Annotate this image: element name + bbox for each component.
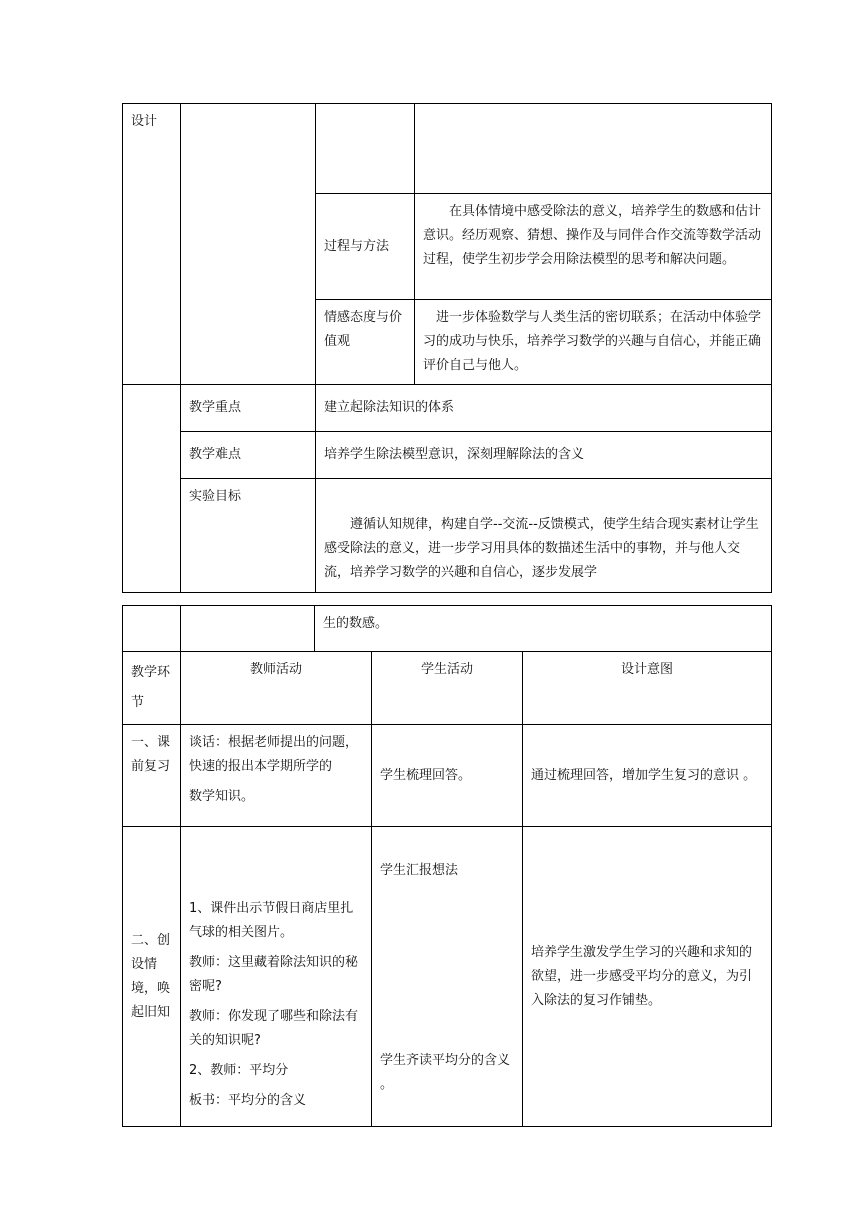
table-row-student (372, 827, 523, 1127)
experiment-label-cell (181, 479, 316, 593)
header-student (372, 652, 523, 725)
activities-table (122, 605, 772, 1127)
continuation-cell (315, 606, 772, 652)
difficulty-label: 教学难点 (189, 447, 242, 462)
stage-text: 二、创设情境，唤起旧知 (131, 932, 171, 1020)
design-label: 设计 (131, 114, 158, 129)
empty-cell (123, 385, 181, 593)
experiment-label: 实验目标 (189, 489, 242, 504)
teacher-text: 教师：你发现了哪些和除法有关的知识呢? (189, 1009, 359, 1048)
table-row-intent (523, 725, 772, 827)
table-row-teacher (181, 827, 372, 1127)
key-text: 建立起除法知识的体系 (324, 400, 455, 415)
intent-text: 培养学生激发学生学习的兴趣和求知的欲望，进一步感受平均分的意义，为引入除法的复习作铺垫。 (531, 944, 753, 1008)
student-text: 学生齐读平均分的含义 。 (380, 1053, 511, 1092)
empty-cell (316, 104, 415, 194)
experiment-text-cell (316, 479, 772, 593)
emotion-text: 进一步体验数学与人类生活的密切联系；在活动中体验学习的成功与快乐，培养学习数学的兴趣与自信心，并能正确评价自己与他人。 (423, 310, 762, 373)
table-row-student (372, 725, 523, 827)
table-row-stage (123, 725, 181, 827)
table-row-intent (523, 827, 772, 1127)
process-text: 在具体情境中感受除法的意义，培养学生的数感和估计意识。经历观察、猜想、操作及与同伴合作交流等数学活动过程，使学生初步学会用除法模型的思考和解决问题。 (423, 204, 762, 267)
difficulty-text-cell (316, 432, 772, 479)
teacher-text: 谈话：根据老师提出的问题，快速的报出本学期所学的 (189, 735, 359, 774)
difficulty-label-cell (181, 432, 316, 479)
intent-text: 通过梳理回答，增加学生复习的意识 。 (531, 767, 757, 783)
teacher-text: 2、教师：平均分 (189, 1063, 289, 1078)
emotion-text-cell (415, 300, 772, 385)
key-text-cell (316, 385, 772, 432)
header-stage (123, 652, 181, 725)
experiment-text: 遵循认知规律，构建自学--交流--反馈模式，使学生结合现实素材让学生感受除法的意义，进一步学习用具体的数描述生活中的事物，并与他人交流，培养学习数学的兴趣和自信心，逐步发展学 (324, 517, 759, 580)
header-intent-text: 设计意图 (621, 662, 674, 677)
design-label-cell (123, 104, 181, 385)
teacher-text: 教师：这里藏着除法知识的秘密呢? (189, 955, 359, 994)
teacher-text: 1、课件出示节假日商店里扎气球的相关图片。 (189, 901, 354, 940)
process-label-cell (316, 194, 415, 300)
key-label: 教学重点 (189, 400, 242, 415)
student-text: 学生汇报想法 (380, 863, 459, 878)
table-row-stage (123, 827, 181, 1127)
empty-cell (415, 104, 772, 194)
objectives-table (122, 103, 772, 593)
header-teacher (181, 652, 372, 725)
emotion-label-cell (316, 300, 415, 385)
student-text: 学生梳理回答。 (380, 767, 472, 783)
teacher-text: 数学知识。 (189, 789, 255, 804)
empty-cell (181, 606, 315, 652)
header-stage-text: 教学环节 (131, 665, 171, 710)
header-teacher-text: 教师活动 (249, 662, 302, 677)
emotion-label: 情感态度与价值观 (324, 310, 403, 349)
process-label: 过程与方法 (324, 238, 390, 254)
table-row-teacher (181, 725, 372, 827)
empty-cell (123, 606, 181, 652)
header-student-text: 学生活动 (420, 662, 473, 677)
difficulty-text: 培养学生除法模型意识，深刻理解除法的含义 (324, 447, 585, 462)
teacher-text: 板书：平均分的含义 (189, 1093, 307, 1108)
process-text-cell (415, 194, 772, 300)
continuation-text: 生的数感。 (323, 616, 389, 631)
stage-text: 一、课前复习 (131, 735, 171, 774)
key-label-cell (181, 385, 316, 432)
empty-cell (181, 104, 316, 385)
header-intent (523, 652, 772, 725)
